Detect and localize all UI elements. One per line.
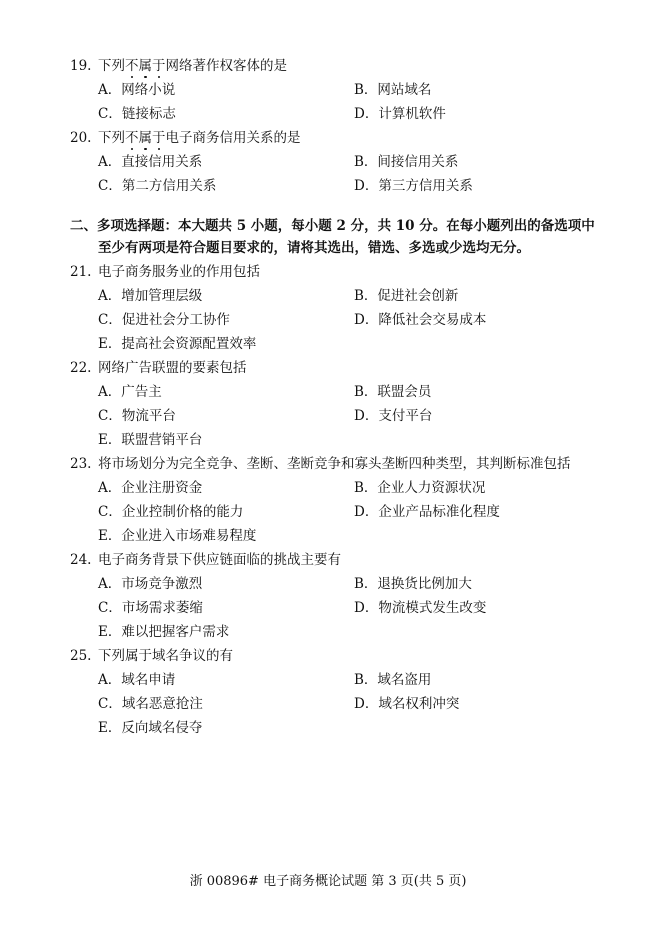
option-d: D．支付平台 bbox=[354, 408, 433, 424]
option-b: B．域名盗用 bbox=[354, 672, 432, 688]
option-d: D．第三方信用关系 bbox=[354, 178, 473, 194]
page-footer: 浙 00896# 电子商务概论试题 第 3 页(共 5 页) bbox=[189, 874, 467, 889]
option-d: D．计算机软件 bbox=[354, 106, 446, 122]
question-text: 网络广告联盟的要素包括 bbox=[98, 360, 247, 376]
question-number: 20. bbox=[70, 130, 92, 146]
option-b: B．网站域名 bbox=[354, 82, 432, 98]
option-c: C．域名恶意抢注 bbox=[98, 696, 203, 712]
question-21 bbox=[70, 262, 260, 282]
question-number: 21. bbox=[70, 264, 92, 280]
question-text-post: 网络著作权客体的是 bbox=[165, 58, 287, 74]
option-a: A．网络小说 bbox=[98, 82, 176, 98]
option-c: C．链接标志 bbox=[98, 106, 176, 122]
option-c: C．第二方信用关系 bbox=[98, 178, 217, 194]
question-number: 22. bbox=[70, 360, 92, 376]
option-b: B．退换货比例加大 bbox=[354, 576, 472, 592]
question-text-pre: 下列 bbox=[98, 130, 125, 146]
question-number: 23. bbox=[70, 456, 92, 472]
question-text-post: 电子商务信用关系的是 bbox=[165, 130, 301, 146]
option-d: D．降低社会交易成本 bbox=[354, 312, 487, 328]
question-text: 将市场划分为完全竞争、垄断、垄断竞争和寡头垄断四种类型，其判断标准包括 bbox=[98, 456, 571, 472]
question-text: 下列属于域名争议的有 bbox=[98, 648, 233, 664]
section-heading: 二、多项选择题：本大题共 5 小题，每小题 2 分，共 10 分。在每小题列出的备选项中 bbox=[70, 218, 595, 234]
question-20 bbox=[70, 128, 301, 148]
option-e: E．难以把握客户需求 bbox=[98, 624, 230, 640]
question-text: 电子商务服务业的作用包括 bbox=[98, 264, 260, 280]
option-b: B．促进社会创新 bbox=[354, 288, 459, 304]
option-e: E．提高社会资源配置效率 bbox=[98, 336, 257, 352]
question-number: 19. bbox=[70, 58, 92, 74]
option-c: C．市场需求萎缩 bbox=[98, 600, 203, 616]
option-c: C．企业控制价格的能力 bbox=[98, 504, 244, 520]
option-b: B．企业人力资源状况 bbox=[354, 480, 486, 496]
question-number: 24. bbox=[70, 552, 92, 568]
question-23 bbox=[70, 454, 571, 474]
question-text: 电子商务背景下供应链面临的挑战主要有 bbox=[98, 552, 341, 568]
emphasis-char: 于 bbox=[152, 130, 166, 146]
emphasis-char: 不 bbox=[125, 58, 139, 74]
question-19 bbox=[70, 56, 287, 76]
emphasis-char: 于 bbox=[152, 58, 166, 74]
option-a: A．市场竞争激烈 bbox=[98, 576, 203, 592]
option-d: D．企业产品标准化程度 bbox=[354, 504, 500, 520]
option-d: D．物流模式发生改变 bbox=[354, 600, 487, 616]
option-a: A．增加管理层级 bbox=[98, 288, 203, 304]
question-22 bbox=[70, 358, 247, 378]
option-d: D．域名权利冲突 bbox=[354, 696, 460, 712]
option-b: B．联盟会员 bbox=[354, 384, 432, 400]
question-text-pre: 下列 bbox=[98, 58, 125, 74]
option-b: B．间接信用关系 bbox=[354, 154, 459, 170]
option-c: C．物流平台 bbox=[98, 408, 176, 424]
question-number: 25. bbox=[70, 648, 92, 664]
option-e: E．联盟营销平台 bbox=[98, 432, 203, 448]
emphasis-char: 属 bbox=[138, 130, 152, 146]
option-e: E．反向域名侵夺 bbox=[98, 720, 203, 736]
option-a: A．企业注册资金 bbox=[98, 480, 203, 496]
option-a: A．直接信用关系 bbox=[98, 154, 203, 170]
question-25 bbox=[70, 646, 233, 666]
section-instructions: 至少有两项是符合题目要求的，请将其选出，错选、多选或少选均无分。 bbox=[98, 240, 530, 256]
question-24 bbox=[70, 550, 341, 570]
option-a: A．广告主 bbox=[98, 384, 162, 400]
emphasis-char: 属 bbox=[138, 58, 152, 74]
option-c: C．促进社会分工协作 bbox=[98, 312, 230, 328]
option-a: A．域名申请 bbox=[98, 672, 176, 688]
option-e: E．企业进入市场难易程度 bbox=[98, 528, 257, 544]
emphasis-char: 不 bbox=[125, 130, 139, 146]
